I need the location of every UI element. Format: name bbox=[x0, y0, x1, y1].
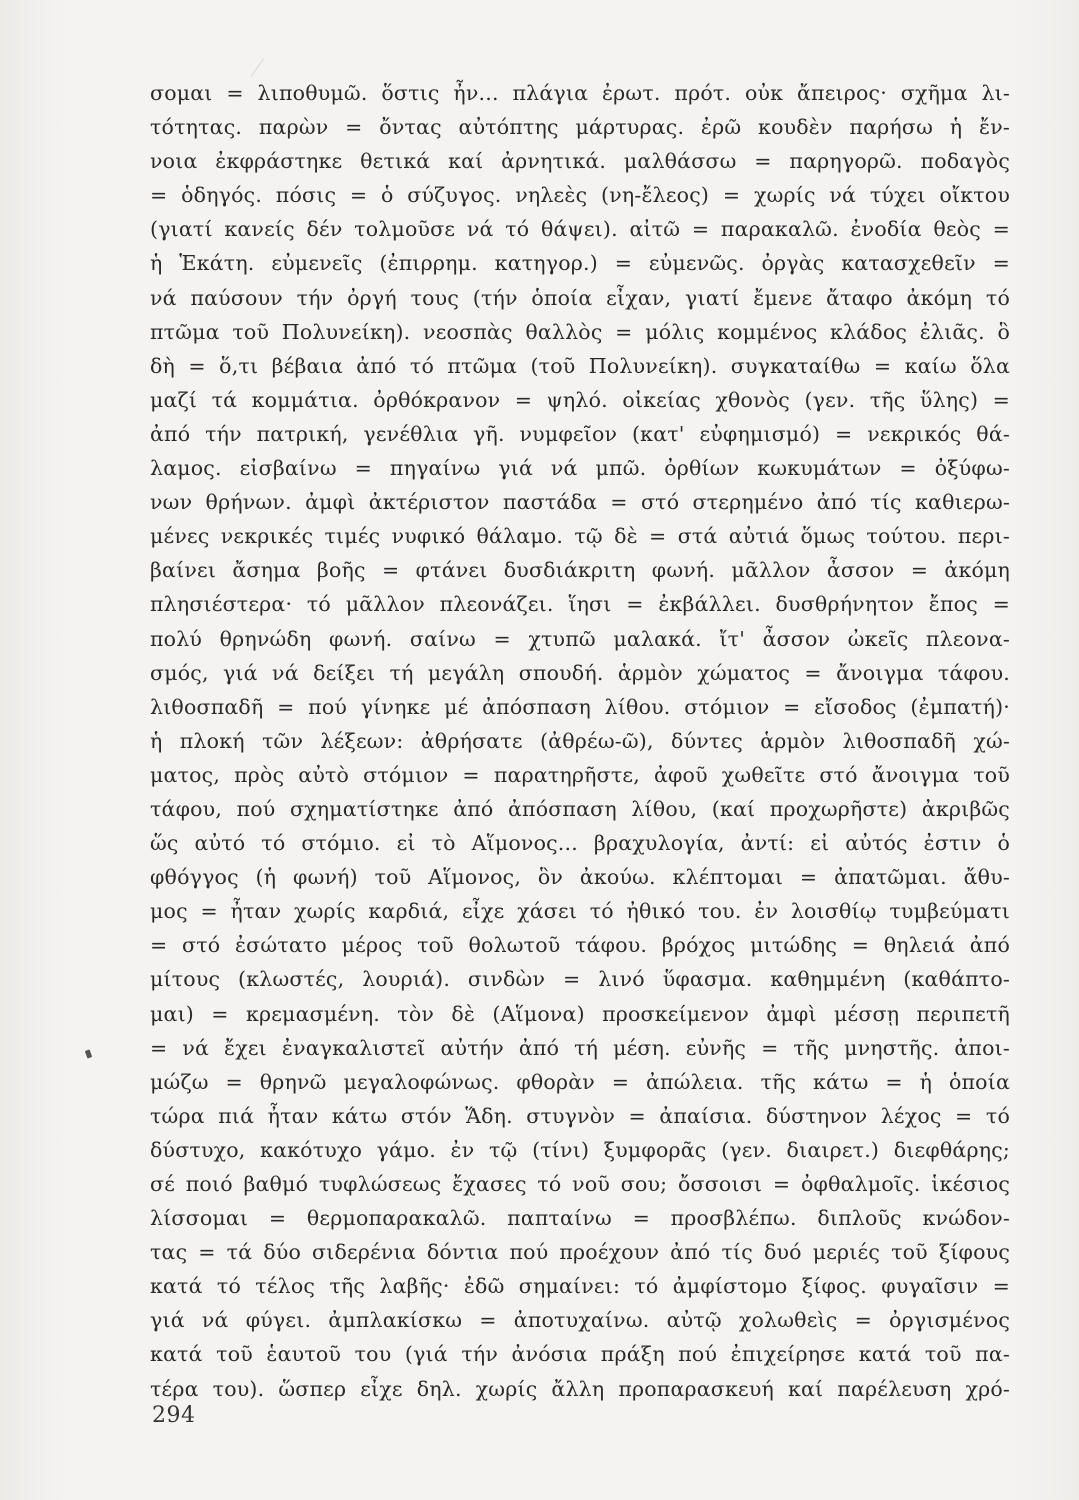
text-line: ὥς αὐτό τό στόμιο. εἰ τὸ Αἵμονος... βραχυλογία, ἀντί: εἰ αὐτός ἐστιν ὁ bbox=[150, 831, 1010, 856]
text-line: μώζω = θρηνῶ μεγαλοφώνως. φθορὰν = ἀπώλεια. τῆς κάτω = ἡ ὁποία bbox=[150, 1069, 1010, 1094]
text-line: σμός, γιά νά δείξει τή μεγάλη σπουδή. ἁρμὸν χώματος = ἄνοιγμα τάφου. bbox=[150, 660, 1010, 685]
text-line: μένες νεκρικές τιμές νυφικό θάλαμο. τῷ δὲ = στά αὐτιά ὅμως τούτου. περι- bbox=[150, 524, 1010, 549]
text-line: βαίνει ἄσημα βοῆς = φτάνει δυσδιάκριτη φωνή. μᾶλλον ἆσσον = ἀκόμη bbox=[150, 558, 1010, 583]
text-line: σομαι = λιποθυμῶ. ὅστις ἦν... πλάγια ἐρωτ. πρότ. οὐκ ἄπειρος· σχῆμα λι- bbox=[150, 81, 1010, 105]
text-line: γιά νά φύγει. ἀμπλακίσκω = ἀποτυχαίνω. αὐτῷ χολωθεὶς = ὀργισμένος bbox=[150, 1308, 1010, 1333]
text-line: ματος, πρὸς αὐτὸ στόμιον = παρατηρῆστε, ἀφοῦ χωθεῖτε στό ἄνοιγμα τοῦ bbox=[150, 762, 1010, 787]
commentary-text bbox=[150, 76, 1010, 1406]
text-line: μαζί τά κομμάτια. ὀρθόκρανον = ψηλό. οἰκείας χθονὸς (γεν. τῆς ὕλης) = bbox=[150, 387, 1010, 412]
text-line: τέρα του). ὥσπερ εἶχε δηλ. χωρίς ἄλλη προπαρασκευή καί παρέλευση χρό- bbox=[150, 1376, 1010, 1401]
text-line: λιθοσπαδῆ = πού γίνηκε μέ ἀπόσπαση λίθου. στόμιον = εἴσοδος (ἐμπατή)· bbox=[150, 694, 1010, 719]
text-line: πλησιέστερα· τό μᾶλλον πλεονάζει. ἵησι = ἐκβάλλει. δυσθρήνητον ἔπος = bbox=[150, 592, 1010, 617]
text-line: = νά ἔχει ἐναγκαλιστεῖ αὐτήν ἀπό τή μέση. εὐνῆς = τῆς μνηστῆς. ἀποι- bbox=[150, 1035, 1010, 1060]
text-line: τας = τά δύο σιδερένια δόντια πού προέχουν ἀπό τίς δυό μεριές τοῦ ξίφους bbox=[150, 1240, 1010, 1265]
margin-ink-mark bbox=[85, 1049, 92, 1058]
text-line: μίτους (κλωστές, λουριά). σινδὼν = λινό ὕφασμα. καθημμένη (καθάπτο- bbox=[150, 967, 1010, 992]
text-line: ἡ Ἑκάτη. εὐμενεῖς (ἐπιρρημ. κατηγορ.) = εὐμενῶς. ὀργὰς κατασχεθεῖν = bbox=[150, 251, 1010, 276]
text-line: μος = ἦταν χωρίς καρδιά, εἶχε χάσει τό ἠθικό του. ἐν λοισθίῳ τυμβεύματι bbox=[150, 899, 1010, 924]
text-line: = στό ἐσώτατο μέρος τοῦ θολωτοῦ τάφου. βρόχος μιτώδης = θηλειά ἀπό bbox=[150, 933, 1010, 958]
text-line: κατά τό τέλος τῆς λαβῆς· ἐδῶ σημαίνει: τό ἀμφίστομο ξίφος. φυγαῖσιν = bbox=[150, 1274, 1010, 1299]
text-line: τότητας. παρὼν = ὄντας αὐτόπτης μάρτυρας. ἐρῶ κουδὲν παρήσω ἡ ἔν- bbox=[150, 115, 1010, 140]
text-line: δὴ = ὅ,τι βέβαια ἀπό τό πτῶμα (τοῦ Πολυνείκη). συγκαταίθω = καίω ὅλα bbox=[150, 353, 1010, 378]
text-line: λαμος. εἰσβαίνω = πηγαίνω γιά νά μπῶ. ὀρθίων κωκυμάτων = ὀξύφω- bbox=[150, 456, 1010, 481]
text-line: (γιατί κανείς δέν τολμοῦσε νά τό θάψει). αἰτῶ = παρακαλῶ. ἐνοδία θεὸς = bbox=[150, 217, 1010, 242]
text-line: σέ ποιό βαθμό τυφλώσεως ἔχασες τό νοῦ σου; ὄσσοισι = ὀφθαλμοῖς. ἱκέσιος bbox=[150, 1172, 1010, 1196]
text-line: πολύ θρηνώδη φωνή. σαίνω = χτυπῶ μαλακά. ἴτ' ἆσσον ὠκεῖς πλεονα- bbox=[150, 626, 1010, 651]
text-line: νων θρήνων. ἀμφὶ ἀκτέριστον παστάδα = στό στερημένο ἀπό τίς καθιερω- bbox=[150, 490, 1010, 515]
text-line: μαι) = κρεμασμένη. τὸν δὲ (Αἵμονα) προσκείμενον ἀμφὶ μέσσῃ περιπετῆ bbox=[150, 1001, 1010, 1026]
text-line: τάφου, πού σχηματίστηκε ἀπό ἀπόσπαση λίθου, (καί προχωρῆστε) ἀκριβῶς bbox=[150, 796, 1010, 821]
text-line: δύστυχο, κακότυχο γάμο. ἐν τῷ (τίνι) ξυμφορᾶς (γεν. διαιρετ.) διεφθάρης; bbox=[150, 1137, 1010, 1162]
text-line: νά παύσουν τήν ὀργή τους (τήν ὁποία εἶχαν, γιατί ἔμενε ἄταφο ἀκόμη τό bbox=[150, 285, 1010, 310]
text-line: φθόγγος (ἡ φωνή) τοῦ Αἵμονος, ὃν ἀκούω. κλέπτομαι = ἀπατῶμαι. ἄθυ- bbox=[150, 865, 1010, 890]
text-line: λίσσομαι = θερμοπαρακαλῶ. παπταίνω = προσβλέπω. διπλοῦς κνώδον- bbox=[150, 1206, 1010, 1231]
text-line: κατά τοῦ ἑαυτοῦ του (γιά τήν ἀνόσια πράξη πού ἐπιχείρησε κατά τοῦ πα- bbox=[150, 1342, 1010, 1367]
text-line: νοια ἐκφράστηκε θετικά καί ἀρνητικά. μαλθάσσω = παρηγορῶ. ποδαγὸς bbox=[150, 149, 1010, 174]
text-line: ἀπό τήν πατρική, γενέθλια γῆ. νυμφεῖον (κατ' εὐφημισμό) = νεκρικός θά- bbox=[150, 421, 1010, 446]
text-line: = ὁδηγός. πόσις = ὁ σύζυγος. νηλεὲς (νη-ἔλεος) = χωρίς νά τύχει οἴκτου bbox=[150, 183, 1010, 208]
text-line: πτῶμα τοῦ Πολυνείκη). νεοσπὰς θαλλὸς = μόλις κομμένος κλάδος ἐλιᾶς. ὃ bbox=[150, 319, 1010, 344]
text-line: ἡ πλοκή τῶν λέξεων: ἀθρήσατε (ἀθρέω-ῶ), δύντες ἁρμὸν λιθοσπαδῆ χώ- bbox=[150, 728, 1010, 753]
page-number: 294 bbox=[152, 1403, 196, 1428]
text-line: τώρα πιά ἦταν κάτω στόν Ἅδη. στυγνὸν = ἀπαίσια. δύστηνον λέχος = τό bbox=[150, 1103, 1010, 1128]
